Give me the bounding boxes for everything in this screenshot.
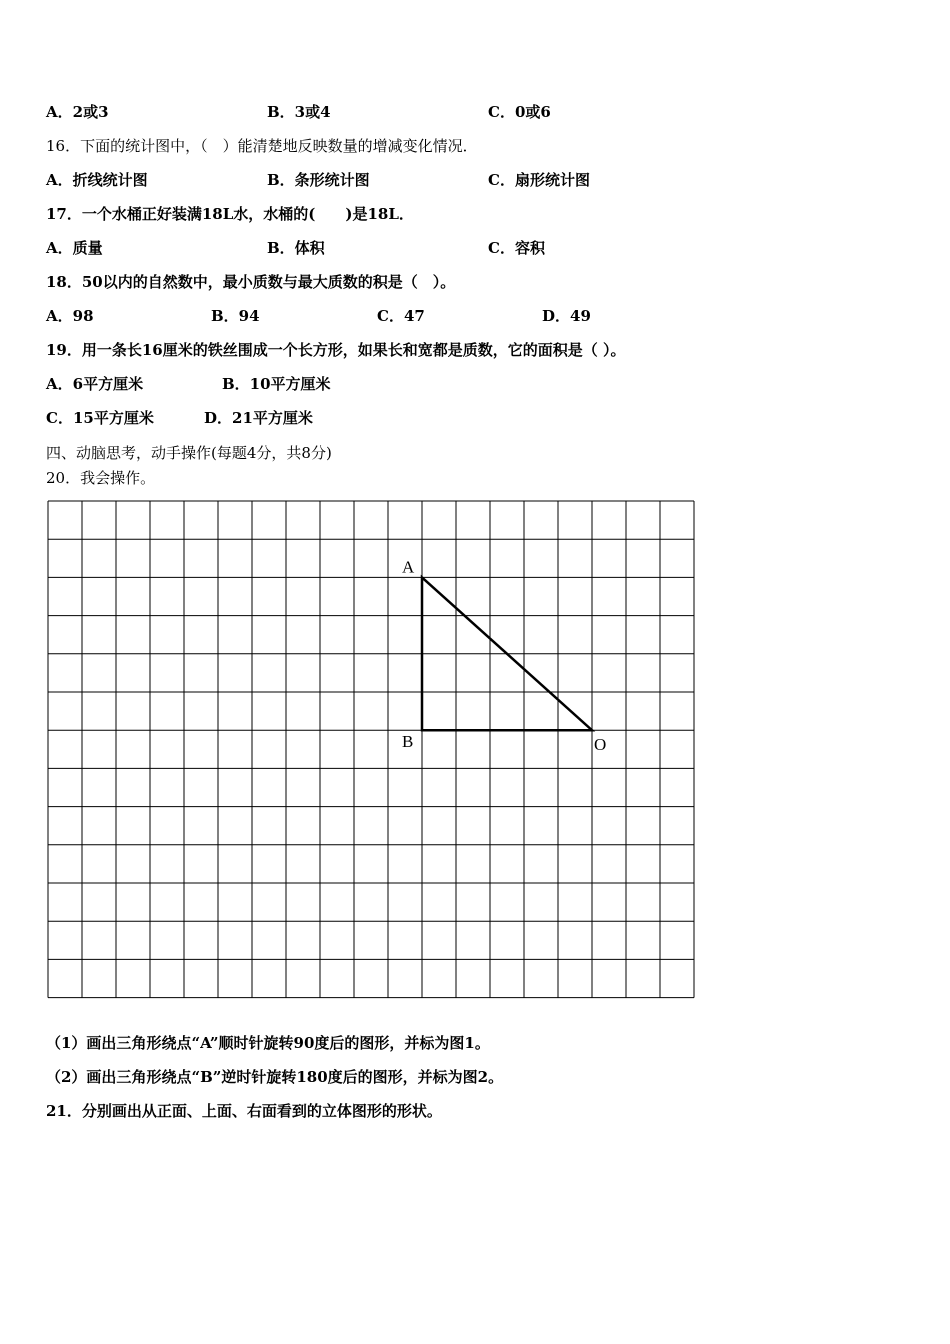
q15-option-b: B．3或4 [267, 103, 331, 121]
vertex-label-o: O [594, 735, 607, 755]
q16-stem: 16．下面的统计图中，（ ）能清楚地反映数量的增减变化情况． [46, 137, 478, 155]
q18-stem: 18．50以内的自然数中，最小质数与最大质数的积是（ ）。 [46, 273, 456, 291]
q18-option-d: D．49 [542, 307, 591, 325]
q18-option-b: B．94 [211, 307, 260, 325]
q18-option-c: C．47 [377, 307, 425, 325]
q17-stem: 17．一个水桶正好装满18L水，水桶的( )是18L． [46, 205, 414, 223]
q15-option-c: C．0或6 [488, 103, 551, 121]
q20-stem: 20．我会操作。 [46, 469, 156, 487]
q19-stem: 19．用一条长16厘米的铁丝围成一个长方形，如果长和宽都是质数，它的面积是（ ）。 [46, 341, 626, 359]
q20-sub1: （1）画出三角形绕点“A”顺时针旋转90度后的图形，并标为图1。 [46, 1034, 490, 1052]
q19-option-c: C．15平方厘米 [46, 409, 154, 427]
q18-option-a: A．98 [46, 307, 94, 325]
section-4-title: 四、动脑思考，动手操作(每题4分，共8分) [46, 444, 332, 462]
q17-option-b: B．体积 [267, 239, 325, 257]
q16-option-b: B．条形统计图 [267, 171, 370, 189]
q16-option-c: C．扇形统计图 [488, 171, 590, 189]
vertex-label-a: A [402, 557, 415, 577]
q21-stem: 21．分别画出从正面、上面、右面看到的立体图形的形状。 [46, 1102, 442, 1120]
q20-sub2: （2）画出三角形绕点“B”逆时针旋转180度后的图形，并标为图2。 [46, 1068, 504, 1086]
q19-option-d: D．21平方厘米 [204, 409, 313, 427]
q17-option-a: A．质量 [46, 239, 103, 257]
q17-option-c: C．容积 [488, 239, 545, 257]
q19-option-b: B．10平方厘米 [222, 375, 331, 393]
q19-option-a: A．6平方厘米 [46, 375, 144, 393]
grid-figure [47, 500, 695, 1000]
vertex-label-b: B [402, 732, 414, 752]
q16-option-a: A．折线统计图 [46, 171, 148, 189]
q15-option-a: A．2或3 [46, 103, 109, 121]
